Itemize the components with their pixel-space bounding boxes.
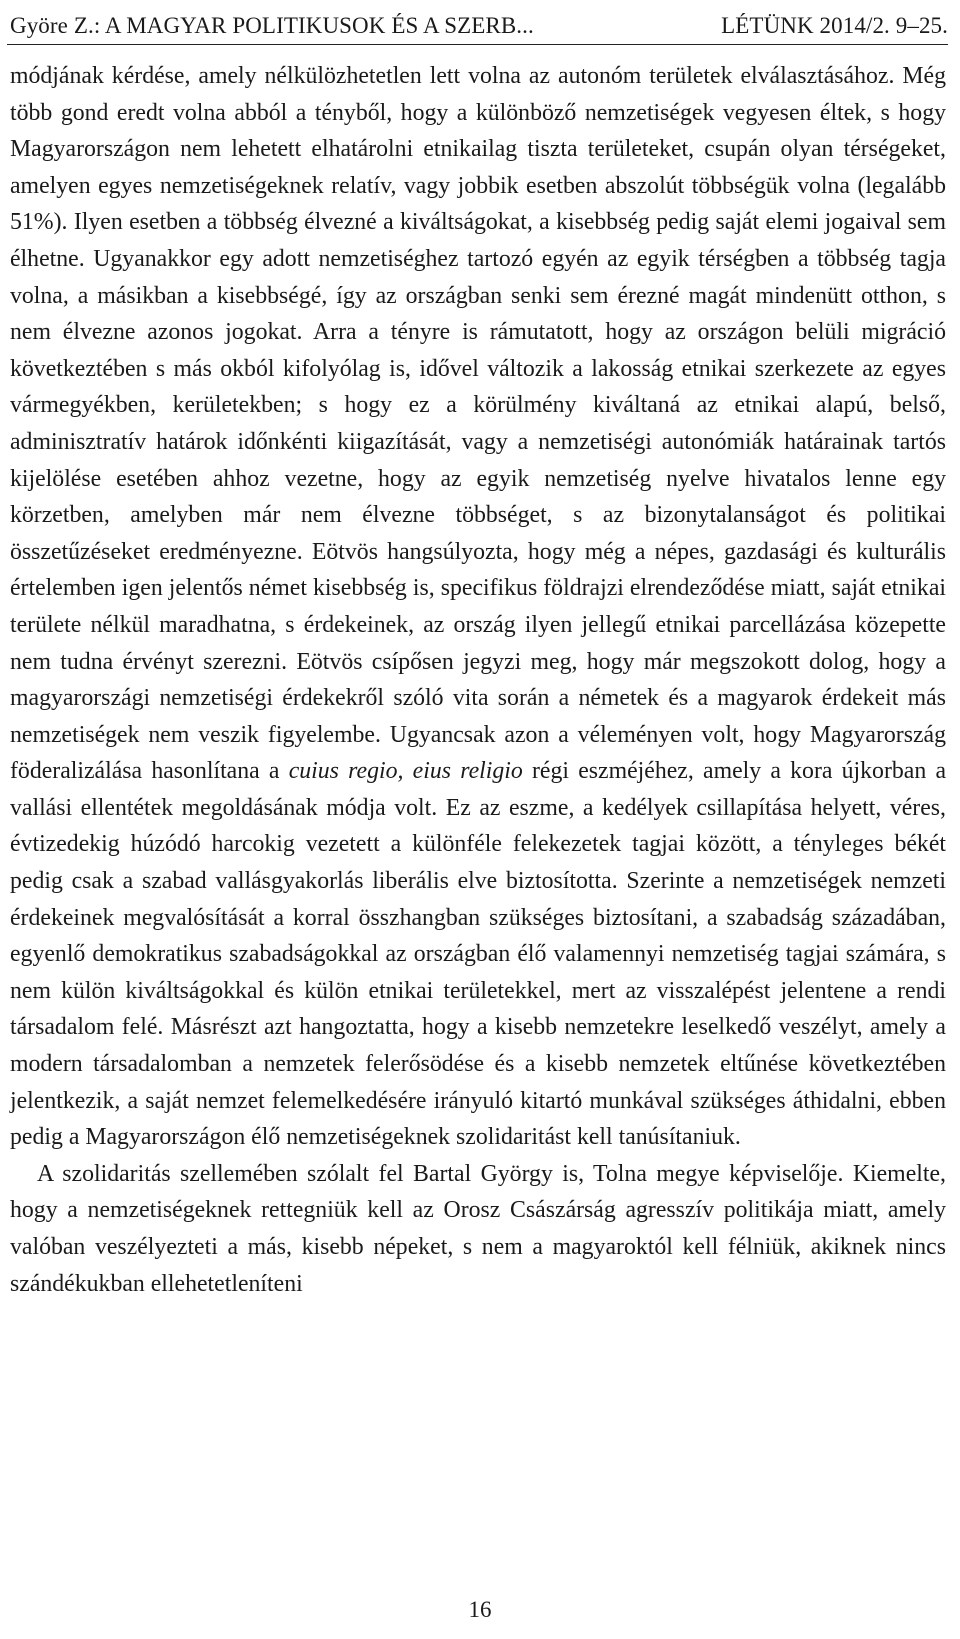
- running-header-right: LÉTÜNK 2014/2. 9–25.: [721, 13, 948, 38]
- article-body: [10, 58, 946, 1302]
- header-rule: [7, 44, 948, 45]
- paragraph-1: [10, 58, 946, 1156]
- running-header: [10, 4, 948, 40]
- paragraph-1-text-b: régi eszméjéhez, amely a kora újkorban a vallási ellentétek megoldásának módja volt. Ez az eszme, a kedélyek csillapítása helyett, véres, évtizedekig húzódó harcokig vezetett a különféle felekezetek tagjai között, a tényleges békét pedig csak a szabad vallásgyakorlás liberális elve biztosította. Szerinte a nemzetiségek nemzeti érdekeinek megvalósítását a korral összhangban szükséges biztosítani, a szabadság századában, egyenlő demokratikus szabadságokkal az országban élő valamennyi nemzetiség tagjai számára, s nem külön kiváltságokkal és külön etnikai területekkel, mert az visszalépést jelentene a rendi társadalom felé. Másrészt azt hangoztatta, hogy a kisebb nemzetekre leselkedő veszélyt, amely a modern társadalomban a nemzetek felerősödése és a kisebb nemzetek eltűnése következtében jelentkezik, a saját nemzet felemelkedésére irányuló kitartó munkával szükséges áthidalni, ebben pedig a Magyarországon élő nemzetiségeknek szolidaritást kell tanúsítaniuk.: [10, 758, 947, 1151]
- latin-phrase: cuius regio, eius religio: [288, 758, 523, 785]
- paragraph-2: A szolidaritás szellemében szólalt fel Bartal György is, Tolna megye képviselője. Kiemelte, hogy a nemzetiségeknek rettegniük kell az Orosz Császárság agresszív politikája miatt, amely valóban veszélyezteti a más, kisebb népeket, s nem a magyaroktól kell félniük, akiknek nincs szándékukban ellehetetleníteni: [10, 1160, 946, 1297]
- running-header-left: Györe Z.: A MAGYAR POLITIKUSOK ÉS A SZERB...: [10, 13, 534, 38]
- page-number: 16: [468, 1597, 492, 1622]
- paragraph-1-text-a: módjának kérdése, amely nélkülözhetetlen lett volna az autonóm területek elválasztásához. Még több gond eredt volna abból a tényből, hogy a különböző nemzetiségek vegyesen éltek, s hogy Magyarországon nem lehetett elhatárolni etnikailag tiszta területeket, csupán olyan térségeket, amelyen egyes nemzetiségeknek relatív, vagy jobbik esetben abszolút többségük volna (legalább 51%). Ilyen esetben a többség élvezné a kiváltságokat, a kisebbség pedig saját elemi jogaival sem élhetne. Ugyanakkor egy adott nemzetiséghez tartozó egyén az egyik térségben a többség tagja volna, a másikban a kisebbségé, így az országban senki sem érezné magát mindenütt otthon, s nem élvezne azonos jogokat. Arra a tényre is rámutatott, hogy az országon belüli migráció következtében s más okból kifolyólag is, idővel változik a lakosság etnikai szerkezete az egyes vármegyékben, kerületekben; s hogy ez a körülmény kiváltaná az etnikai alapú, belső, adminisztratív határok időnkénti kiigazítását, vagy a nemzetiségi autonómiák határainak tartós kijelölése esetében ahhoz vezetne, hogy az egyik nemzetiség nyelve hivatalos lenne egy körzetben, amelyben már nem élvezne többséget, s az bizonytalanságot és politikai összetűzéseket eredményezne. Eötvös hangsúlyozta, hogy még a népes, gazdasági és kulturális értelemben igen jelentős német kisebbség is, specifikus földrajzi elrendeződése miatt, saját etnikai területe nélkül maradhatna, s érdekeinek, az ország ilyen jellegű etnikai parcellázása közepette nem tudna érvényt szerezni. Eötvös csípősen jegyzi meg, hogy már megszokott dolog, hogy a magyarországi nemzetiségi érdekekről szóló vita során a németek és a magyarok érdekeit más nemzetiségek nem veszik figyelembe. Ugyancsak azon a véleményen volt, hogy Magyarország föderalizálása hasonlítana a: [10, 63, 946, 785]
